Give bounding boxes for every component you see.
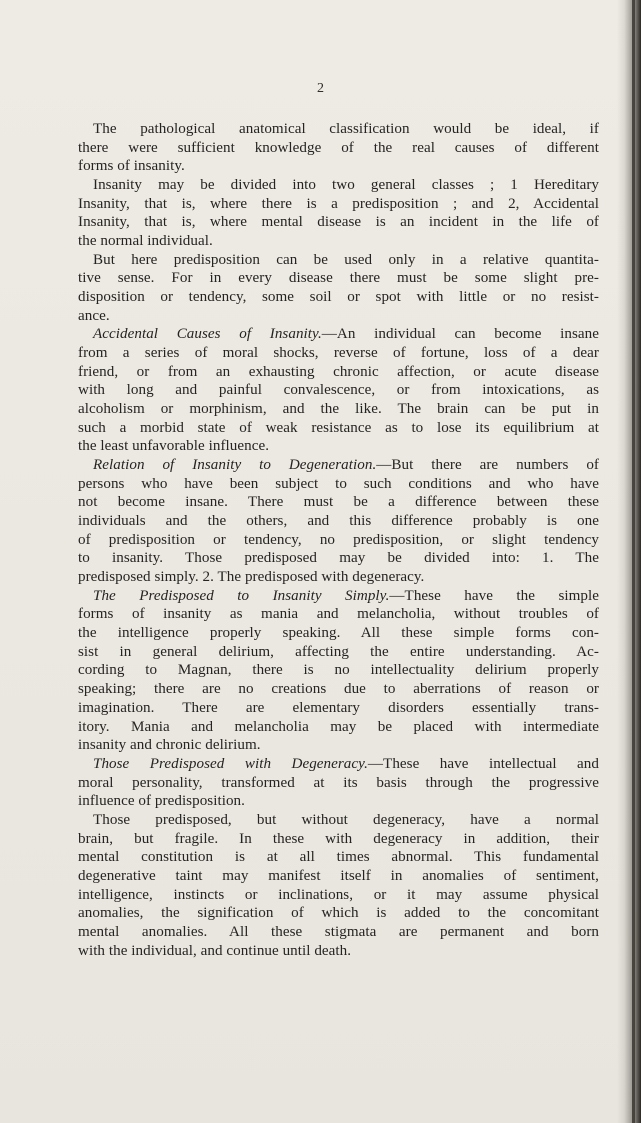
text-line bbox=[78, 400, 599, 419]
line-text: itory. Mania and melancholia may be placed with intermediate bbox=[78, 718, 599, 735]
line-text: to insanity. Those predisposed may be divided into: 1. The bbox=[78, 550, 599, 567]
text-line bbox=[78, 437, 599, 456]
line-text: friend, or from an exhausting chronic affection, or acute disease bbox=[78, 363, 599, 380]
line-text: persons who have been subject to such conditions and who have bbox=[78, 475, 599, 492]
line-text: mental anomalies. All these stigmata are permanent and born bbox=[78, 923, 599, 940]
text-line bbox=[78, 811, 599, 830]
text-line bbox=[78, 307, 599, 326]
line-text: Insanity may be divided into two general classes ; 1 Hereditary bbox=[93, 177, 599, 194]
text-line bbox=[78, 661, 599, 680]
line-text: intelligence, instincts or inclinations, or it may assume physical bbox=[78, 886, 599, 903]
text-line bbox=[78, 867, 599, 886]
line-text: cording to Magnan, there is no intellectuality delirium properly bbox=[78, 662, 599, 679]
line-text: —These have intellectual and bbox=[367, 755, 599, 772]
binding-edge-line bbox=[632, 0, 635, 1123]
line-text: Insanity, that is, where there is a predisposition ; and 2, Accidental bbox=[78, 195, 599, 212]
text-line bbox=[78, 139, 599, 158]
text-line bbox=[78, 568, 599, 587]
line-text: individuals and the others, and this difference probably is one bbox=[78, 513, 599, 530]
text-line bbox=[78, 493, 599, 512]
line-text: degenerative taint may manifest itself in anomalies of sentiment, bbox=[78, 867, 599, 884]
text-line bbox=[78, 419, 599, 438]
line-text: disposition or tendency, some soil or spot with little or no resist- bbox=[78, 289, 599, 306]
text-line bbox=[78, 923, 599, 942]
text-line bbox=[78, 792, 599, 811]
text-line bbox=[78, 587, 599, 606]
text-line bbox=[78, 624, 599, 643]
text-line bbox=[78, 157, 599, 176]
text-line bbox=[78, 232, 599, 251]
text-line bbox=[78, 251, 599, 270]
line-text: tive sense. For in every disease there must be some slight pre- bbox=[78, 270, 599, 287]
section-heading: The Predisposed to Insanity Simply. bbox=[93, 587, 390, 604]
line-text: brain, but fragile. In these with degeneracy in addition, their bbox=[78, 830, 599, 847]
text-line bbox=[78, 643, 599, 662]
text-line bbox=[78, 549, 599, 568]
text-line bbox=[78, 120, 599, 139]
line-text: predisposed simply. 2. The predisposed with degeneracy. bbox=[78, 569, 425, 586]
text-line bbox=[78, 213, 599, 232]
line-text: insanity and chronic delirium. bbox=[78, 737, 261, 754]
text-line bbox=[78, 904, 599, 923]
line-text: —These have the simple bbox=[389, 587, 599, 604]
line-text: influence of predisposition. bbox=[78, 793, 245, 810]
line-text: with the individual, and continue until death. bbox=[78, 942, 352, 959]
text-line bbox=[78, 942, 599, 961]
text-line bbox=[78, 774, 599, 793]
text-line bbox=[78, 456, 599, 475]
text-line bbox=[78, 718, 599, 737]
line-text: —But there are numbers of bbox=[376, 457, 599, 474]
line-text: the intelligence properly speaking. All these simple forms con- bbox=[78, 625, 599, 642]
text-line bbox=[78, 680, 599, 699]
line-text: not become insane. There must be a difference between these bbox=[78, 494, 599, 511]
line-text: the least unfavorable influence. bbox=[78, 438, 270, 455]
text-line bbox=[78, 848, 599, 867]
line-text: The pathological anatomical classification would be ideal, if bbox=[93, 121, 599, 137]
line-text: mental constitution is at all times abnormal. This fundamental bbox=[78, 849, 599, 866]
line-text: such a morbid state of weak resistance as to lose its equilibrium at bbox=[78, 419, 599, 436]
text-line bbox=[78, 344, 599, 363]
text-line bbox=[78, 736, 599, 755]
text-line bbox=[78, 381, 599, 400]
line-text: sist in general delirium, affecting the entire understanding. Ac- bbox=[78, 643, 599, 660]
line-text: with long and painful convalescence, or from intoxications, as bbox=[78, 382, 599, 399]
page-number: 2 bbox=[317, 81, 324, 96]
text-line bbox=[78, 512, 599, 531]
section-heading: Those Predisposed with Degeneracy. bbox=[93, 755, 368, 772]
line-text: the normal individual. bbox=[78, 233, 213, 250]
text-line bbox=[78, 325, 599, 344]
line-text: —An individual can become insane bbox=[321, 326, 599, 343]
line-text: But here predisposition can be used only in a relative quantita- bbox=[93, 251, 599, 268]
line-text: Insanity, that is, where mental disease is an incident in the life of bbox=[78, 214, 599, 231]
line-text: forms of insanity as mania and melancholia, without troubles of bbox=[78, 606, 599, 623]
binding-shadow bbox=[617, 0, 641, 1123]
line-text: moral personality, transformed at its basis through the progressive bbox=[78, 774, 599, 791]
line-text: alcoholism or morphinism, and the like. The brain can be put in bbox=[78, 401, 599, 418]
text-line bbox=[78, 363, 599, 382]
text-line bbox=[78, 605, 599, 624]
line-text: ance. bbox=[78, 307, 110, 324]
text-line bbox=[78, 288, 599, 307]
line-text: Those predisposed, but without degeneracy, have a normal bbox=[93, 811, 599, 828]
text-line bbox=[78, 475, 599, 494]
text-line bbox=[78, 699, 599, 718]
text-line bbox=[78, 269, 599, 288]
line-text: anomalies, the signification of which is added to the concomitant bbox=[78, 905, 599, 922]
section-heading: Accidental Causes of Insanity. bbox=[93, 326, 322, 343]
line-text: there were sufficient knowledge of the real causes of different bbox=[78, 139, 599, 156]
text-line bbox=[78, 176, 599, 195]
body-text bbox=[78, 120, 599, 960]
text-line bbox=[78, 531, 599, 550]
section-heading: Relation of Insanity to Degeneration. bbox=[93, 457, 377, 474]
line-text: from a series of moral shocks, reverse of fortune, loss of a dear bbox=[78, 345, 599, 362]
line-text: of predisposition or tendency, no predisposition, or slight tendency bbox=[78, 531, 599, 548]
line-text: forms of insanity. bbox=[78, 158, 185, 175]
text-line bbox=[78, 830, 599, 849]
text-line bbox=[78, 886, 599, 905]
line-text: speaking; there are no creations due to aberrations of reason or bbox=[78, 681, 599, 698]
text-line bbox=[78, 755, 599, 774]
line-text: imagination. There are elementary disorders essentially trans- bbox=[78, 699, 599, 716]
text-line bbox=[78, 195, 599, 214]
